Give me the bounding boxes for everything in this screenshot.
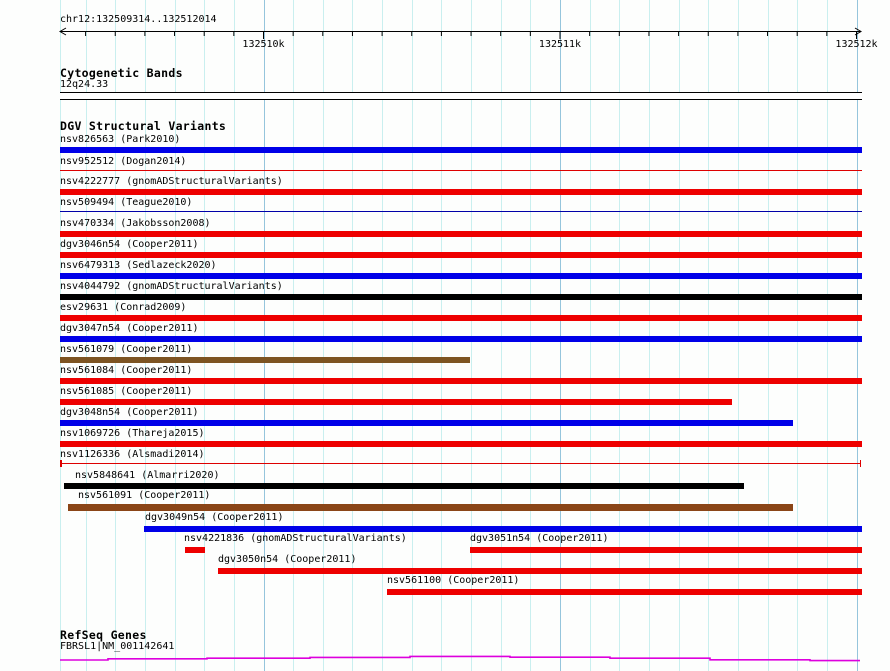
variant-bar[interactable] xyxy=(470,547,862,553)
variant-label: nsv1069726 (Thareja2015) xyxy=(60,427,205,439)
variant-label: nsv509494 (Teague2010) xyxy=(60,197,193,208)
variant-label: dgv3047n54 (Cooper2011) xyxy=(60,322,199,334)
variant-label: dgv3049n54 (Cooper2011) xyxy=(145,512,284,523)
variant-bar[interactable] xyxy=(60,294,862,300)
variant-label: nsv6479313 (Sedlazeck2020) xyxy=(60,259,217,271)
variant-bar[interactable] xyxy=(60,170,862,172)
variant-label: dgv3051n54 (Cooper2011) xyxy=(470,533,609,544)
track-title-dgv-structural-variants: DGV Structural Variants xyxy=(60,119,227,133)
variant-bar[interactable] xyxy=(60,231,862,237)
variant-end-cap xyxy=(860,460,862,467)
track-title-refseq-genes: RefSeq Genes xyxy=(60,628,147,642)
variant-label: nsv1126336 (Alsmadi2014) xyxy=(60,449,205,460)
variant-bar[interactable] xyxy=(144,526,862,532)
variant-bar[interactable] xyxy=(60,357,470,363)
gene-intron-line[interactable] xyxy=(60,656,860,660)
variant-label: nsv952512 (Dogan2014) xyxy=(60,156,187,167)
variant-label: nsv561084 (Cooper2011) xyxy=(60,364,193,376)
variant-bar[interactable] xyxy=(60,378,862,384)
variant-label: nsv561100 (Cooper2011) xyxy=(387,575,520,586)
variant-label: nsv4044792 (gnomADStructuralVariants) xyxy=(60,280,283,292)
variant-bar[interactable] xyxy=(218,568,862,574)
cytoband-glyph[interactable] xyxy=(60,92,862,100)
variant-bar[interactable] xyxy=(60,273,862,279)
variant-label: nsv826563 (Park2010) xyxy=(60,133,181,145)
variant-end-cap xyxy=(60,460,62,467)
variant-bar[interactable] xyxy=(60,189,862,195)
tick-label: 132512k xyxy=(835,39,878,50)
variant-label: nsv4221836 (gnomADStructuralVariants) xyxy=(184,533,407,544)
variant-label: nsv561091 (Cooper2011) xyxy=(78,490,211,501)
variant-bar[interactable] xyxy=(60,399,732,405)
variant-bar[interactable] xyxy=(60,315,862,321)
track-title-cytogenetic-bands: Cytogenetic Bands xyxy=(60,66,183,80)
cytoband-name: 12q24.33 xyxy=(60,79,109,90)
variant-bar[interactable] xyxy=(387,589,862,595)
coordinate-ruler xyxy=(0,0,890,56)
variant-label: dgv3050n54 (Cooper2011) xyxy=(218,554,357,565)
variant-bar[interactable] xyxy=(68,504,793,511)
variant-label: esv29631 (Conrad2009) xyxy=(60,301,187,313)
gene-name-label: FBRSL1|NM_001142641 xyxy=(60,641,175,652)
variant-bar[interactable] xyxy=(60,420,793,426)
variant-label: nsv470334 (Jakobsson2008) xyxy=(60,217,211,229)
tick-label: 132511k xyxy=(538,39,582,50)
variant-label: dgv3048n54 (Cooper2011) xyxy=(60,406,199,418)
variant-label: nsv4222777 (gnomADStructuralVariants) xyxy=(60,175,283,187)
region-label: chr12:132509314..132512014 xyxy=(60,14,217,25)
variant-bar[interactable] xyxy=(64,483,744,489)
gene-transcript-glyph[interactable] xyxy=(0,648,890,671)
variant-label: dgv3046n54 (Cooper2011) xyxy=(60,238,199,250)
tick-label: 132510k xyxy=(242,39,285,50)
variant-bar[interactable] xyxy=(60,252,862,258)
variant-label: nsv561085 (Cooper2011) xyxy=(60,385,193,397)
variant-bar[interactable] xyxy=(60,211,862,213)
variant-label: nsv561079 (Cooper2011) xyxy=(60,343,193,355)
variant-bar[interactable] xyxy=(60,336,862,342)
variant-bar[interactable] xyxy=(60,441,862,447)
variant-bar[interactable] xyxy=(60,463,861,465)
variant-label: nsv5848641 (Almarri2020) xyxy=(75,469,220,481)
variant-bar[interactable] xyxy=(185,547,205,553)
variant-bar[interactable] xyxy=(60,147,862,153)
